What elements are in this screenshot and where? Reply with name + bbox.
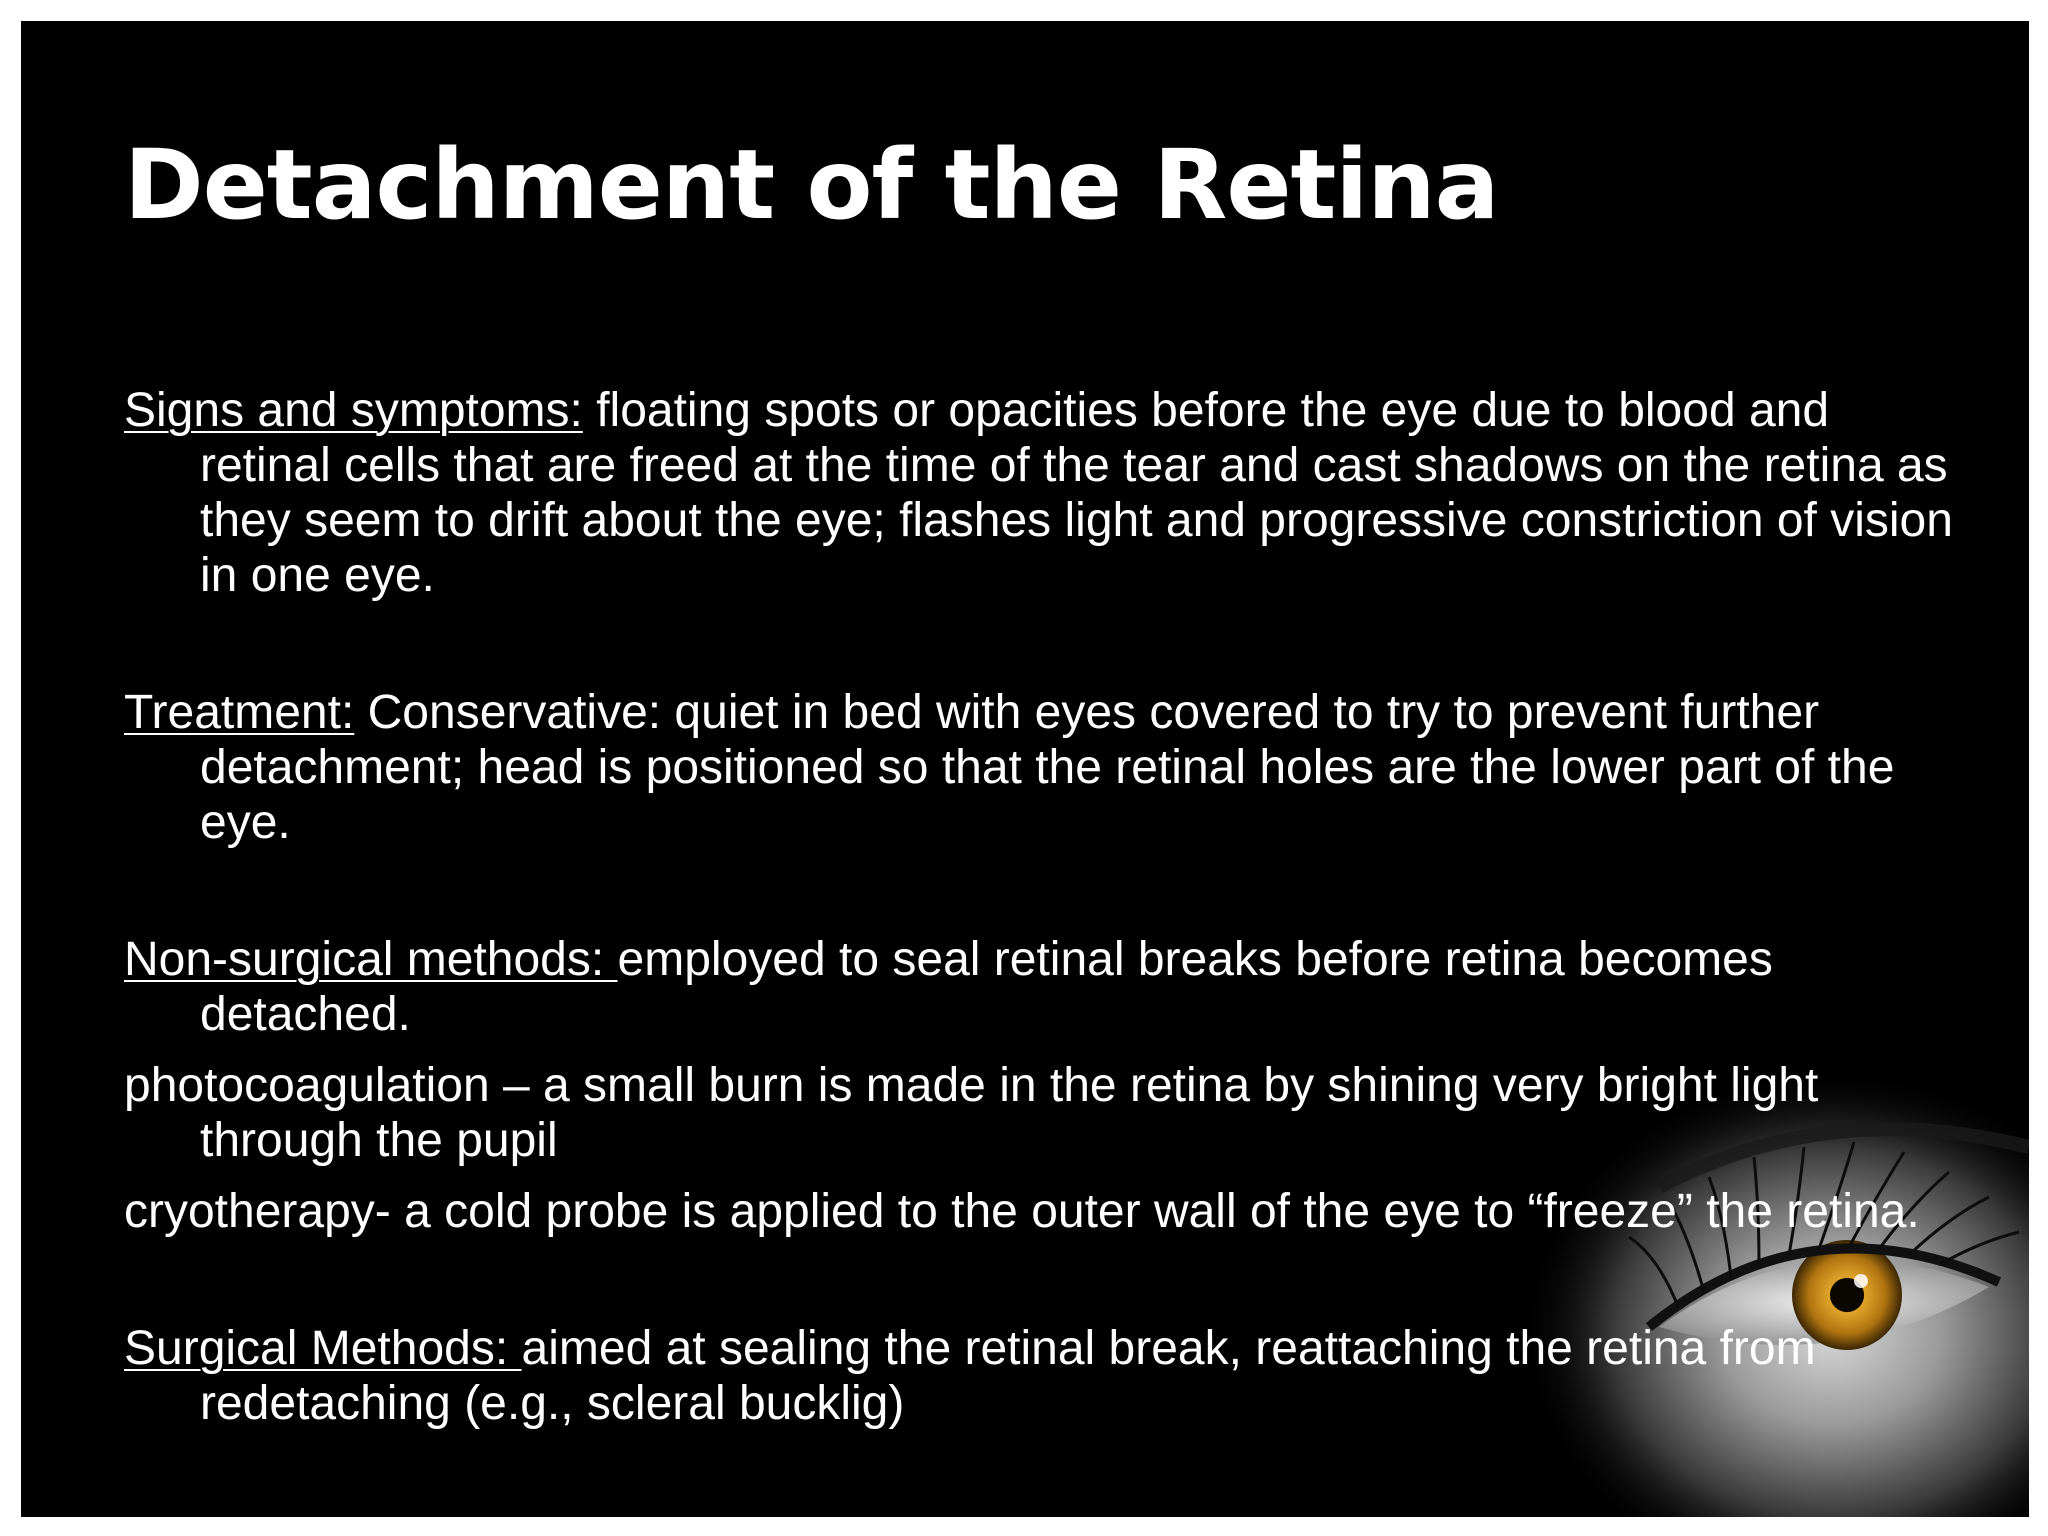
cryotherapy-paragraph: cryotherapy- a cold probe is applied to the outer wall of the eye to “freeze” the retina. bbox=[124, 1185, 1920, 1238]
signs-term: Signs and symptoms: bbox=[124, 384, 583, 437]
treatment-term: Treatment: bbox=[124, 686, 355, 739]
slide bbox=[21, 21, 2029, 1517]
treatment-text: Conservative: quiet in bed with eyes covered to try to prevent further detachment; head is positioned so that the retinal holes are the lower part of the eye. bbox=[200, 686, 1895, 849]
surgical-text: aimed at sealing the retinal break, reattaching the retina from redetaching (e.g., scleral bucklig) bbox=[200, 1322, 1816, 1430]
nonsurgical-text: employed to seal retinal breaks before retina becomes detached. bbox=[200, 933, 1773, 1041]
treatment-paragraph bbox=[124, 685, 1954, 850]
surgical-paragraph bbox=[124, 1321, 1954, 1431]
signs-text: floating spots or opacities before the eye due to blood and retinal cells that are freed at the time of the tear and cast shadows on the retina as they seem to drift about the eye; flashes light and progressive constriction of vision in one eye. bbox=[200, 384, 1953, 602]
surgical-term: Surgical Methods: bbox=[124, 1322, 522, 1375]
signs-paragraph bbox=[124, 383, 1954, 603]
nonsurgical-paragraph bbox=[124, 932, 1954, 1042]
slide-body bbox=[124, 383, 1954, 1431]
slide-title: Detachment of the Retina bbox=[124, 129, 1499, 241]
nonsurgical-term: Non-surgical methods: bbox=[124, 933, 618, 986]
photocoagulation-paragraph: photocoagulation – a small burn is made in the retina by shining very bright light through the pupil bbox=[124, 1059, 1819, 1167]
